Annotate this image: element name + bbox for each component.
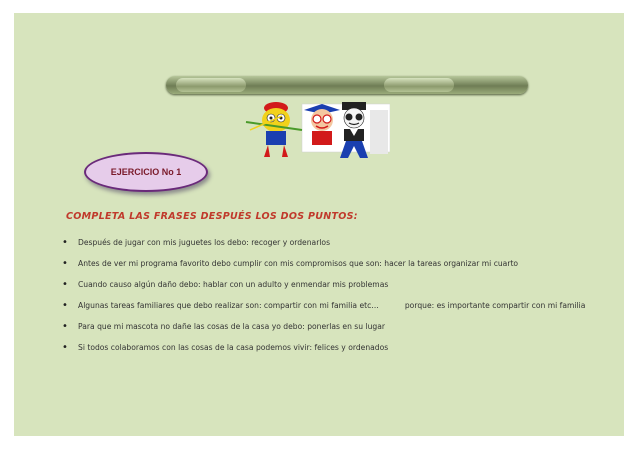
list-item-text: Si todos colaboramos con las cosas de la casa podemos vivir: felices y ordenados [78,343,389,352]
list-item-text: Algunas tareas familiares que debo realizar son: compartir con mi familia etc… [78,301,379,310]
list-item-text: Cuando causo algún daño debo: hablar con un adulto y enmendar mis problemas [78,280,389,289]
list-item [62,256,602,272]
list-item-text-continued: porque: es importante compartir con mi familia [404,301,586,310]
instruction-heading: COMPLETA LAS FRASES DESPUÉS LOS DOS PUNTOS: [66,211,358,222]
sentence-list [62,235,602,361]
list-item [62,235,602,251]
decorative-title-bar [166,76,528,94]
decorative-bar-segment [384,78,454,92]
list-item-text: Antes de ver mi programa favorito debo cumplir con mis compromisos que son: hacer la tareas organizar mi cuarto [78,259,519,268]
list-item [62,277,602,293]
three-cartoon-kids-illustration [242,100,390,160]
list-item-text: Después de jugar con mis juguetes los debo: recoger y ordenarlos [78,238,331,247]
exercise-badge: EJERCICIO No 1 [84,152,208,192]
list-item [62,319,602,335]
decorative-bar-segment [176,78,246,92]
list-item [62,298,602,314]
list-item [62,340,602,356]
list-item-text: Para que mi mascota no dañe las cosas de la casa yo debo: ponerlas en su lugar [78,322,385,331]
